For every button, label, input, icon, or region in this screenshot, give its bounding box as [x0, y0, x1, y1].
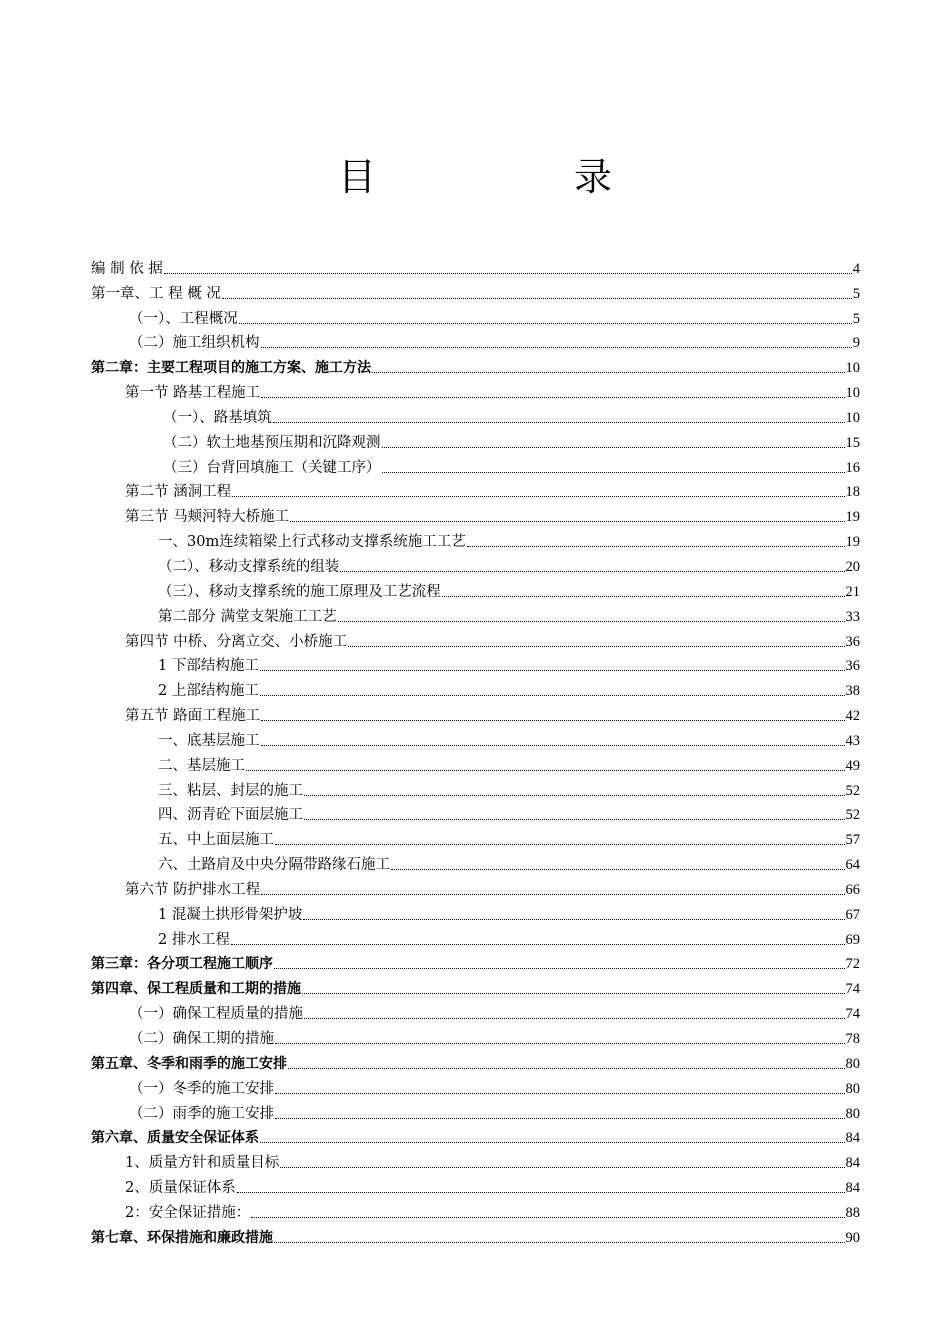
toc-entry[interactable]	[91, 601, 860, 626]
toc-entry-label: 第二章：主要工程项目的施工方案、施工方法	[91, 360, 371, 377]
toc-entry-page-number: 33	[845, 608, 860, 625]
toc-dot-leader	[261, 346, 852, 348]
toc-entry-label: （二）施工组织机构	[129, 335, 260, 352]
toc-dot-leader	[288, 1067, 845, 1069]
toc-dot-leader	[303, 918, 844, 920]
toc-dot-leader	[275, 1042, 845, 1044]
toc-entry-label: （二）、移动支撑系统的组装	[158, 558, 340, 575]
toc-entry-label: 第七章、环保措施和廉政措施	[91, 1229, 273, 1246]
table-of-contents	[91, 253, 860, 1247]
toc-entry-label: 二、基层施工	[158, 757, 245, 774]
toc-entry-page-number: 74	[845, 1006, 860, 1023]
toc-entry[interactable]	[91, 526, 860, 551]
toc-entry-page-number: 20	[845, 558, 860, 575]
toc-entry[interactable]	[91, 651, 860, 676]
toc-dot-leader	[231, 943, 845, 945]
toc-dot-leader	[275, 843, 845, 845]
toc-entry[interactable]	[91, 1197, 860, 1222]
toc-entry-label: 第五章、冬季和雨季的施工安排	[91, 1055, 287, 1072]
toc-entry-label: （二）雨季的施工安排	[129, 1105, 274, 1122]
toc-entry-page-number: 10	[845, 360, 860, 377]
toc-title: 目 录	[337, 155, 692, 199]
toc-dot-leader	[232, 495, 844, 497]
toc-entry-label: 第一章、工 程 概 况	[91, 285, 221, 302]
toc-entry-page-number: 80	[845, 1105, 860, 1122]
toc-entry[interactable]	[91, 949, 860, 974]
toc-entry-page-number: 84	[845, 1130, 860, 1147]
toc-entry-label: 第五节 路面工程施工	[125, 708, 261, 725]
toc-entry[interactable]	[91, 303, 860, 328]
toc-entry-label: 第三章：各分项工程施工顺序	[91, 956, 273, 973]
toc-dot-leader	[222, 297, 852, 299]
toc-entry-label: 第六章、质量安全保证体系	[91, 1130, 259, 1147]
toc-entry-page-number: 64	[845, 857, 860, 874]
toc-entry-page-number: 16	[845, 459, 860, 476]
toc-entry-label: 四、沥青砼下面层施工	[158, 807, 303, 824]
toc-entry-label: 第二节 涵洞工程	[125, 484, 232, 501]
toc-entry-label: 第一节 路基工程施工	[125, 385, 261, 402]
toc-entry[interactable]	[91, 1172, 860, 1197]
toc-entry-label: 第六节 防护排水工程	[125, 881, 261, 898]
toc-dot-leader	[290, 520, 844, 522]
toc-dot-leader	[261, 744, 845, 746]
toc-entry[interactable]	[91, 1147, 860, 1172]
toc-entry-label: （一）确保工程质量的措施	[129, 1006, 303, 1023]
toc-dot-leader	[338, 620, 845, 622]
toc-entry[interactable]	[91, 874, 860, 899]
toc-dot-leader	[304, 794, 845, 796]
toc-entry[interactable]	[91, 700, 860, 725]
toc-dot-leader	[261, 719, 844, 721]
toc-entry-page-number: 74	[845, 981, 860, 998]
toc-dot-leader	[304, 1017, 845, 1019]
toc-entry[interactable]	[91, 402, 860, 427]
toc-dot-leader	[280, 1166, 844, 1168]
toc-dot-leader	[372, 371, 845, 373]
toc-entry-page-number: 43	[845, 732, 860, 749]
toc-entry-label: （一）、工程概况	[129, 310, 238, 327]
toc-dot-leader	[237, 1191, 845, 1193]
toc-entry[interactable]	[91, 775, 860, 800]
toc-entry[interactable]	[91, 824, 860, 849]
toc-entry-page-number: 10	[845, 409, 860, 426]
toc-entry-page-number: 52	[845, 807, 860, 824]
toc-dot-leader	[261, 396, 844, 398]
toc-entry-page-number: 78	[845, 1031, 860, 1047]
toc-entry-page-number: 36	[845, 658, 860, 675]
toc-entry-label: 2 排水工程	[158, 931, 230, 948]
toc-entry[interactable]	[91, 1048, 860, 1073]
toc-entry[interactable]	[91, 551, 860, 576]
toc-entry[interactable]	[91, 377, 860, 402]
toc-entry-page-number: 66	[845, 881, 860, 898]
toc-entry-label: （二）软土地基预压期和沉降观测	[163, 434, 381, 451]
toc-dot-leader	[246, 769, 845, 771]
toc-entry[interactable]	[91, 278, 860, 303]
toc-dot-leader	[304, 818, 845, 820]
toc-entry-page-number: 15	[845, 434, 860, 451]
toc-entry[interactable]	[91, 501, 860, 526]
toc-dot-leader	[239, 322, 852, 324]
toc-entry-page-number: 5	[852, 285, 860, 302]
toc-entry[interactable]	[91, 427, 860, 452]
toc-entry-label: （一）冬季的施工安排	[129, 1080, 274, 1097]
toc-dot-leader	[274, 1241, 845, 1243]
toc-entry[interactable]	[91, 253, 860, 278]
toc-entry-label: 第四章、保工程质量和工期的措施	[91, 981, 301, 998]
toc-entry-label: 2 上部结构施工	[158, 683, 259, 700]
toc-entry-page-number: 5	[852, 310, 860, 327]
toc-dot-leader	[275, 1117, 845, 1119]
toc-dot-leader	[273, 421, 845, 423]
toc-entry-page-number: 9	[852, 335, 860, 352]
toc-entry[interactable]	[91, 477, 860, 502]
toc-entry[interactable]	[91, 452, 860, 477]
toc-entry[interactable]	[91, 328, 860, 353]
toc-entry[interactable]	[91, 1023, 860, 1048]
toc-entry-page-number: 84	[845, 1180, 860, 1197]
toc-dot-leader	[302, 992, 845, 994]
toc-entry-label: 编 制 依 据	[91, 260, 163, 277]
toc-dot-leader	[274, 967, 845, 969]
toc-entry-label: 三、粘层、封层的施工	[158, 782, 303, 799]
toc-entry[interactable]	[91, 973, 860, 998]
toc-entry-page-number: 19	[845, 509, 860, 526]
toc-entry-page-number: 69	[845, 931, 860, 948]
toc-entry-label: 一、30m连续箱梁上行式移动支撑系统施工工艺	[158, 534, 466, 551]
toc-entry-page-number: 90	[845, 1229, 860, 1246]
toc-entry-page-number: 42	[845, 708, 860, 725]
toc-entry[interactable]	[91, 1073, 860, 1098]
toc-dot-leader	[382, 471, 845, 473]
toc-entry[interactable]	[91, 576, 860, 601]
toc-entry-page-number: 4	[852, 260, 860, 277]
toc-entry[interactable]	[91, 750, 860, 775]
toc-dot-leader	[260, 669, 845, 671]
toc-entry-page-number: 80	[845, 1080, 860, 1097]
toc-entry-page-number: 10	[845, 385, 860, 402]
toc-entry-label: 六、土路肩及中央分隔带路缘石施工	[158, 857, 390, 874]
toc-entry-page-number: 88	[845, 1204, 860, 1221]
toc-entry[interactable]	[91, 998, 860, 1023]
toc-entry-page-number: 57	[845, 832, 860, 849]
toc-entry-label: 1、质量方针和质量目标	[125, 1155, 280, 1172]
toc-entry-page-number: 80	[845, 1055, 860, 1072]
toc-entry-label: 第二部分 满堂支架施工工艺	[158, 608, 337, 625]
toc-entry-page-number: 49	[845, 757, 860, 774]
toc-entry-label: （二）确保工期的措施	[129, 1031, 274, 1047]
toc-dot-leader	[261, 893, 844, 895]
toc-entry-page-number: 84	[845, 1155, 860, 1172]
toc-dot-leader	[348, 645, 844, 647]
toc-entry-page-number: 21	[845, 583, 860, 600]
toc-entry-page-number: 18	[845, 484, 860, 501]
toc-entry-label: 1 混凝土拱形骨架护坡	[158, 906, 303, 923]
toc-dot-leader	[251, 1216, 844, 1218]
toc-entry-page-number: 52	[845, 782, 860, 799]
toc-entry-label: 一、底基层施工	[158, 732, 260, 749]
toc-dot-leader	[442, 595, 845, 597]
toc-entry[interactable]	[91, 626, 860, 651]
toc-dot-leader	[260, 694, 845, 696]
toc-entry-label: 第三节 马颊河特大桥施工	[125, 509, 290, 526]
toc-entry[interactable]	[91, 800, 860, 825]
toc-dot-leader	[467, 545, 845, 547]
toc-entry[interactable]	[91, 675, 860, 700]
toc-entry[interactable]	[91, 899, 860, 924]
toc-entry[interactable]	[91, 849, 860, 874]
toc-entry-label: （三）、移动支撑系统的施工原理及工艺流程	[158, 583, 441, 600]
toc-entry-label: 五、中上面层施工	[158, 832, 274, 849]
toc-entry-page-number: 19	[845, 534, 860, 551]
toc-dot-leader	[340, 570, 844, 572]
toc-entry-page-number: 38	[845, 683, 860, 700]
toc-entry-label: 1 下部结构施工	[158, 658, 259, 675]
toc-entry-page-number: 72	[845, 956, 860, 973]
toc-entry-label: 2、质量保证体系	[125, 1180, 236, 1197]
toc-dot-leader	[275, 1092, 845, 1094]
toc-dot-leader	[391, 868, 845, 870]
toc-entry-label: （三）台背回填施工（关键工序）	[163, 459, 381, 476]
toc-entry[interactable]	[91, 924, 860, 949]
toc-entry-label: 第四节 中桥、分离立交、小桥施工	[125, 633, 348, 650]
toc-dot-leader	[260, 1141, 845, 1143]
toc-entry[interactable]	[91, 1222, 860, 1247]
toc-entry[interactable]	[91, 1098, 860, 1123]
toc-dot-leader	[164, 272, 852, 274]
toc-entry[interactable]	[91, 352, 860, 377]
toc-entry-label: （一）、路基填筑	[163, 409, 272, 426]
toc-dot-leader	[382, 446, 845, 448]
toc-entry-page-number: 67	[845, 906, 860, 923]
toc-entry[interactable]	[91, 1123, 860, 1148]
toc-entry-label: 2：安全保证措施：	[125, 1204, 251, 1221]
toc-entry[interactable]	[91, 725, 860, 750]
toc-entry-page-number: 36	[845, 633, 860, 650]
